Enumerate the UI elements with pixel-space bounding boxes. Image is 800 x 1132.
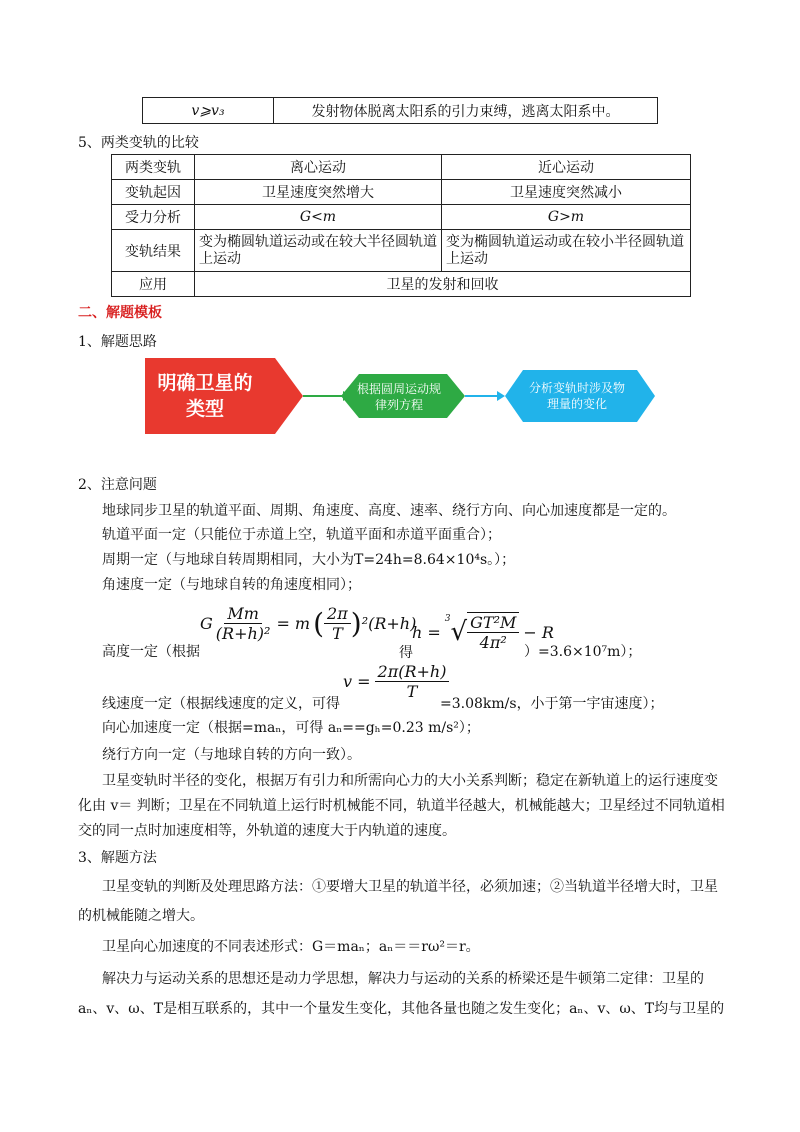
- note-p4: 角速度一定（与地球自转的角速度相同）；: [102, 577, 361, 593]
- formula-frac-2piT: [324, 604, 351, 643]
- header-type: 两类变轨: [112, 155, 195, 180]
- row-app-label: 应用: [112, 272, 195, 297]
- row-cause-centrifugal: 卫星速度突然增大: [195, 180, 442, 205]
- section5-title: 5、两类变轨的比较: [78, 135, 199, 151]
- header-centripetal: 近心运动: [442, 155, 691, 180]
- formula-eq-m: = m: [276, 614, 311, 633]
- formula-frac-GT2M: [467, 612, 519, 652]
- formula-GT2M: GT²M: [467, 613, 519, 633]
- formula-2pi: 2π: [324, 604, 351, 624]
- condition-text: v⩾v₃: [191, 102, 225, 119]
- formula-v-eq: v =: [343, 672, 371, 691]
- formula-v-den: T: [406, 682, 418, 701]
- flow-step1-label: 明确卫星的类型: [157, 372, 253, 420]
- row-result-centripetal: 变为椭圆轨道运动或在较小半径圆轨道上运动: [442, 230, 691, 272]
- formula-frac-v: [375, 662, 450, 701]
- section2-heading: 二、解题模板: [78, 305, 162, 321]
- formula-v-num: 2π(R+h): [375, 662, 450, 682]
- formula-4pi2: 4π²: [479, 633, 507, 652]
- note-p5-prefix: 高度一定（根据: [102, 644, 200, 660]
- note-p5-de: 得: [399, 645, 413, 661]
- sub3-title: 3、解题方法: [78, 850, 157, 866]
- formula-Rh2: (R+h)²: [215, 624, 271, 643]
- result-text: 发射物体脱离太阳系的引力束缚，逃离太阳系中。: [311, 103, 620, 120]
- note-p5-suffix: ）=3.6×10⁷m）；: [524, 644, 642, 660]
- note-p6-prefix: 线速度一定（根据线速度的定义，可得: [102, 696, 340, 712]
- formula-velocity: [343, 662, 449, 701]
- note-p10: 化由 v＝ 判断；卫星在不同轨道上运行时机械能不同，轨道半径越大，机械能越大；卫星经过不同轨道相: [78, 798, 725, 814]
- note-p11: 交的同一点时加速度相等，外轨道的速度大于内轨道的速度。: [78, 823, 456, 839]
- result-cell: [274, 98, 658, 124]
- row-app-value: 卫星的发射和回收: [195, 272, 691, 297]
- row-cause-label: 变轨起因: [112, 180, 195, 205]
- formula-G: G: [200, 614, 213, 633]
- note-p8: 绕行方向一定（与地球自转的方向一致）。: [102, 747, 361, 763]
- formula-height: h = 3 √ $\frac{\text{GT²M}}{\text{4π²}}$ − R: [412, 613, 554, 652]
- formula-minusR: − R: [523, 622, 554, 642]
- escape-velocity-table: [142, 97, 658, 124]
- row-result-centrifugal: 变为椭圆轨道运动或在较大半径圆轨道上运动: [195, 230, 442, 272]
- row-force-label: 受力分析: [112, 205, 195, 230]
- method-p4: 解决力与运动关系的思想还是动力学思想，解决力与运动的关系的桥梁还是牛顿第二定律：卫星的: [102, 971, 704, 987]
- method-p5: aₙ、v、ω、T是相互联系的，其中一个量发生变化，其他各量也随之发生变化；aₙ、v、ω、T均与卫星的: [78, 1001, 725, 1017]
- row-force-centripetal: G>m: [442, 205, 691, 230]
- flow-arrowhead-2: [497, 391, 505, 401]
- formula-rest: ²(R+h): [361, 614, 417, 633]
- formula-T: T: [332, 624, 343, 643]
- note-p9: 卫星变轨时半径的变化，根据万有引力和所需向心力的大小关系判断；稳定在新轨道上的运行速度变: [102, 773, 718, 789]
- method-p3: 卫星向心加速度的不同表述形式：G＝maₙ；aₙ＝＝rω²＝r。: [102, 939, 480, 955]
- row-force-centrifugal: G<m: [195, 205, 442, 230]
- row-result-label: 变轨结果: [112, 230, 195, 272]
- flow-step2-label: 根据圆周运动规律列方程: [357, 382, 442, 412]
- flow-step3-label: 分析变轨时涉及物理量的变化: [528, 381, 625, 411]
- note-p3: 周期一定（与地球自转周期相同，大小为T=24h=8.64×10⁴s。）；: [102, 552, 516, 568]
- row-cause-centripetal: 卫星速度突然减小: [442, 180, 691, 205]
- sub2-title: 2、注意问题: [78, 477, 157, 493]
- formula-frac-Mm: [213, 604, 274, 643]
- method-p2: 的机械能随之增大。: [78, 908, 204, 924]
- header-centrifugal: 离心运动: [195, 155, 442, 180]
- formula-h-eq: h =: [412, 622, 441, 642]
- formula-Mm: Mm: [224, 604, 262, 624]
- note-p6-suffix: =3.08km/s，小于第一宇宙速度）；: [440, 696, 664, 712]
- sub1-title: 1、解题思路: [78, 334, 157, 350]
- orbit-comparison-table: [111, 154, 691, 297]
- condition-cell: [143, 98, 274, 124]
- note-p7: 向心加速度一定（根据=maₙ，可得 aₙ==gₕ=0.23 m/s²）；: [102, 720, 480, 736]
- note-p1: 地球同步卫星的轨道平面、周期、角速度、高度、速率、绕行方向、向心加速度都是一定的。: [102, 503, 676, 519]
- note-p2: 轨道平面一定（只能位于赤道上空，轨道平面和赤道平面重合）；: [102, 527, 501, 543]
- method-p1: 卫星变轨的判断及处理思路方法：①要增大卫星的轨道半径，必须加速；②当轨道半径增大时，卫星: [102, 879, 718, 895]
- formula-gravity: G $\frac{Mm}{\text{(R+h)²}}$ = m ( $\frac{2\pi}{T}$ ) ²(R+h): [200, 604, 417, 643]
